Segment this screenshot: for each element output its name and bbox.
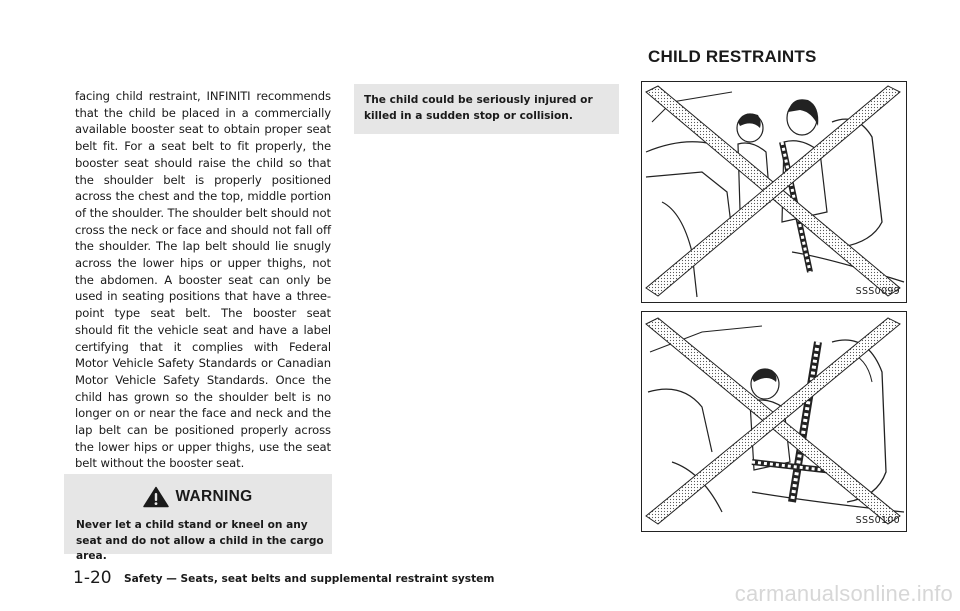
- figure-code: SSS0100: [855, 515, 900, 526]
- warning-label: WARNING: [175, 488, 253, 505]
- figure-code: SSS0099: [855, 286, 900, 297]
- running-footer-title: Safety — Seats, seat belts and supplemental restraint system: [124, 573, 495, 585]
- caution-continuation-box: [354, 84, 619, 134]
- child-seat-belt-illustration: [642, 312, 906, 531]
- child-standing-illustration: [642, 82, 906, 302]
- figure-child-seat-belt-misuse: [641, 311, 907, 532]
- warning-triangle-icon: [143, 486, 169, 508]
- warning-box: [64, 474, 332, 562]
- caution-continuation-text: The child could be seriously injured or killed in a sudden stop or collision.: [364, 94, 593, 122]
- warning-text: Never let a child stand or kneel on any seat and do not allow a child in the cargo area.: [76, 519, 324, 562]
- page-number: 1-20: [73, 568, 112, 588]
- warning-header: [64, 482, 332, 512]
- section-title: CHILD RESTRAINTS: [648, 47, 817, 66]
- figure-child-standing-between-seats: [641, 81, 907, 303]
- body-paragraph: facing child restraint, INFINITI recommends that the child be placed in a commercially available booster seat to obtain proper seat belt fit. For a seat belt to fit properly, the booster seat should raise the child so that the shoulder belt is properly positioned across the chest and the top, middle portion of the shoulder. The shoulder belt should not cross the neck or face and should not fall off the shoulder. The lap belt should lie snugly across the lower hips or upper thighs, not the abdomen. A booster seat can only be used in seating positions that have a three-point type seat belt. The booster seat should fit the vehicle seat and have a label certifying that it complies with Federal Motor Vehicle Safety Standards or Canadian Motor Vehicle Safety Standards. Once the child has grown so the shoulder belt is no longer on or near the face and neck and the lap belt can be positioned properly across the lower hips or upper thighs, use the seat belt without the booster seat.: [75, 89, 331, 471]
- watermark: carmanualsonline.info: [734, 581, 953, 606]
